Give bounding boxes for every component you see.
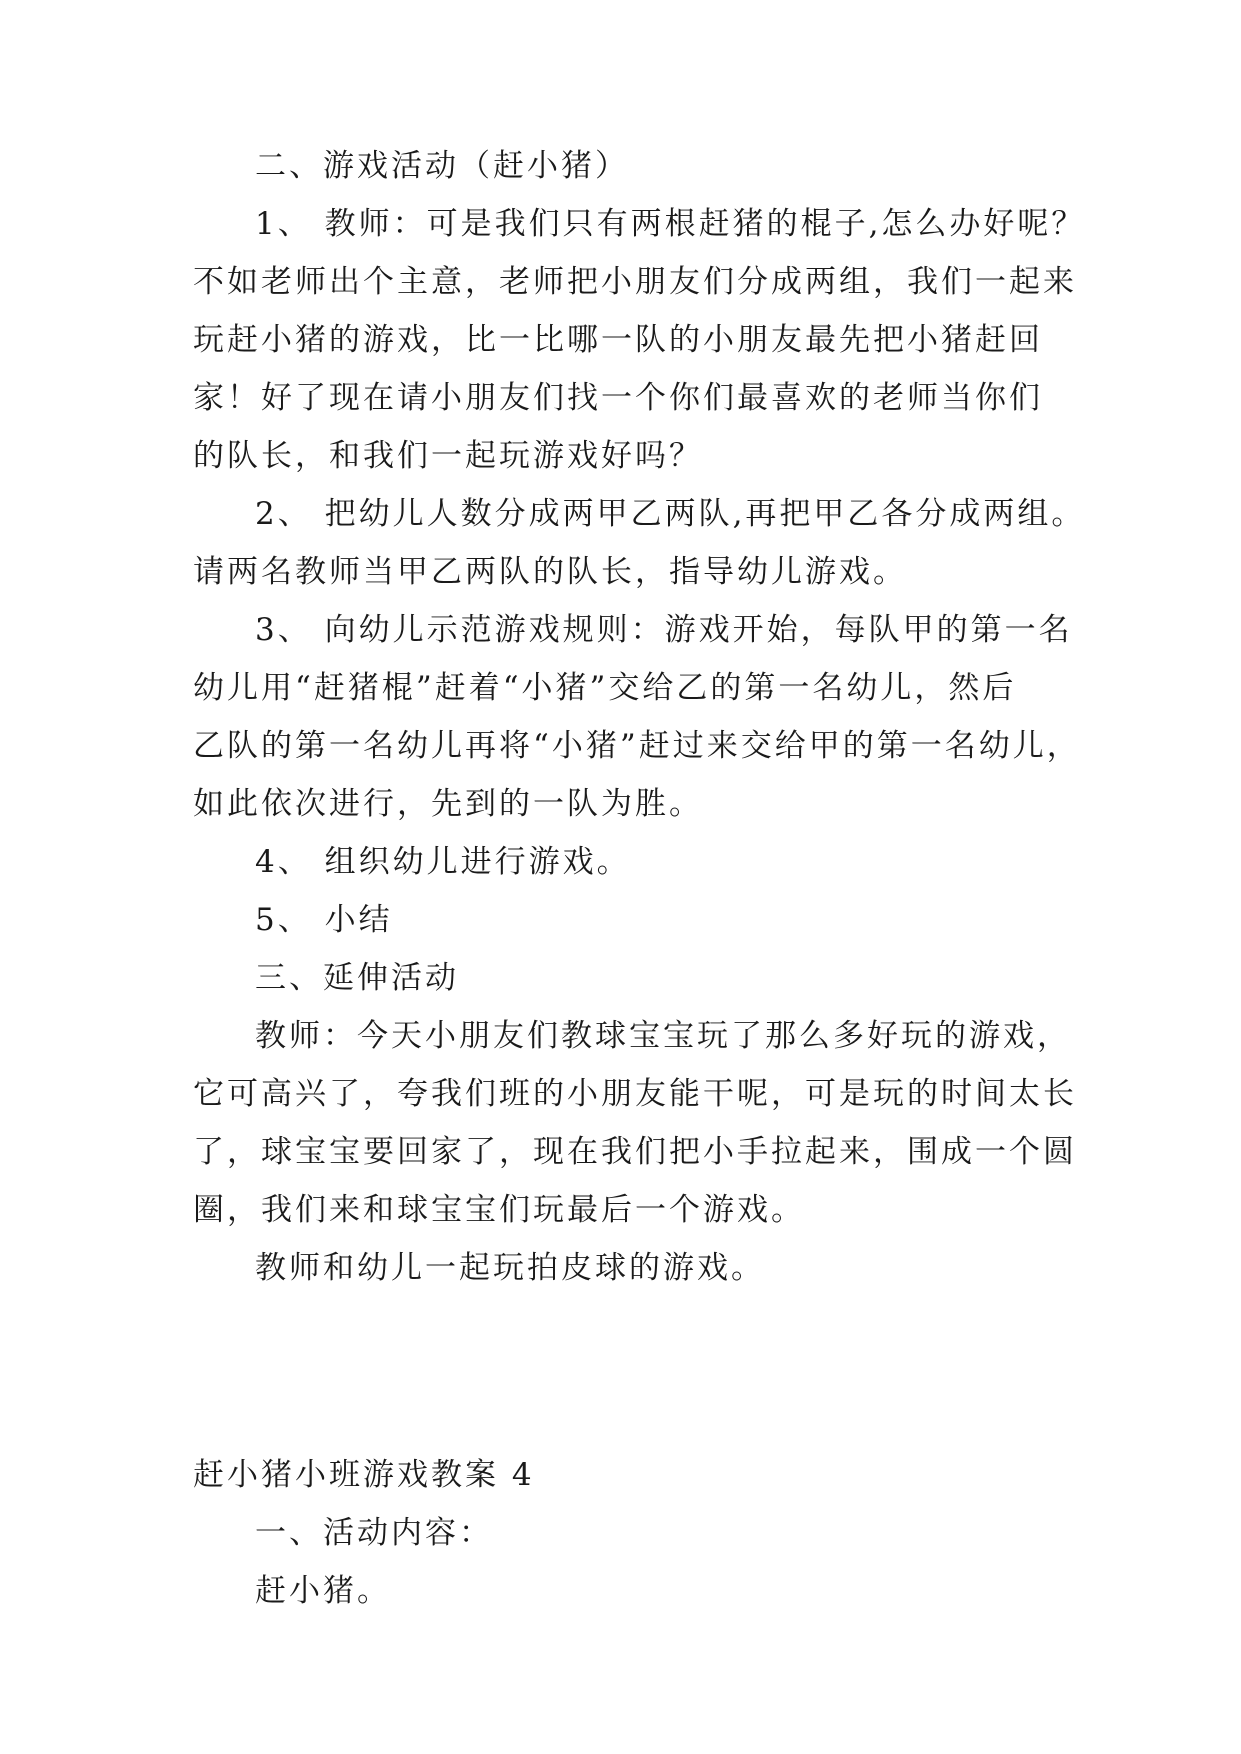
lesson-body	[193, 137, 1086, 1297]
item-2-line: 2、 把幼儿人数分成两甲乙两队,再把甲乙各分成两组。	[255, 496, 1086, 532]
section-heading: 一、活动内容：	[255, 1515, 493, 1551]
item-4-line: 4、 组织幼儿进行游戏。	[255, 844, 631, 880]
extension-paragraph-line: 圈，我们来和球宝宝们玩最后一个游戏。	[193, 1192, 805, 1228]
item-1-line: 的队长，和我们一起玩游戏好吗？	[193, 438, 703, 474]
item-5-line: 5、 小结	[255, 902, 393, 938]
item-1-line: 不如老师出个主意，老师把小朋友们分成两组，我们一起来	[193, 264, 1077, 300]
item-3-line: 如此依次进行，先到的一队为胜。	[193, 786, 703, 822]
item-1-line: 家！好了现在请小朋友们找一个你们最喜欢的老师当你们	[193, 380, 1043, 416]
item-1-line: 1、 教师：可是我们只有两根赶猪的棍子,怎么办好呢？	[255, 206, 1086, 242]
section-heading: 二、游戏活动（赶小猪）	[255, 148, 629, 184]
lesson-title: 赶小猪小班游戏教案 4	[193, 1457, 535, 1493]
extension-paragraph-line: 教师：今天小朋友们教球宝宝玩了那么多好玩的游戏，	[255, 1018, 1071, 1054]
item-3-line: 3、 向幼儿示范游戏规则：游戏开始，每队甲的第一名	[255, 612, 1073, 648]
item-2-line: 请两名教师当甲乙两队的队长，指导幼儿游戏。	[193, 554, 907, 590]
extension-paragraph-line: 它可高兴了，夸我们班的小朋友能干呢，可是玩的时间太长	[193, 1076, 1077, 1112]
section-heading: 三、延伸活动	[255, 960, 459, 996]
item-3-line: 幼儿用“赶猪棍”赶着“小猪”交给乙的第一名幼儿，然后	[193, 670, 1017, 706]
activity-content: 赶小猪。	[255, 1573, 391, 1609]
extension-paragraph-line: 了，球宝宝要回家了，现在我们把小手拉起来，围成一个圆	[193, 1134, 1077, 1170]
closing-paragraph: 教师和幼儿一起玩拍皮球的游戏。	[255, 1250, 765, 1286]
item-1-line: 玩赶小猪的游戏，比一比哪一队的小朋友最先把小猪赶回	[193, 322, 1043, 358]
item-3-line: 乙队的第一名幼儿再将“小猪”赶过来交给甲的第一名幼儿，	[193, 728, 1081, 764]
lesson-4-block	[193, 1446, 1053, 1620]
